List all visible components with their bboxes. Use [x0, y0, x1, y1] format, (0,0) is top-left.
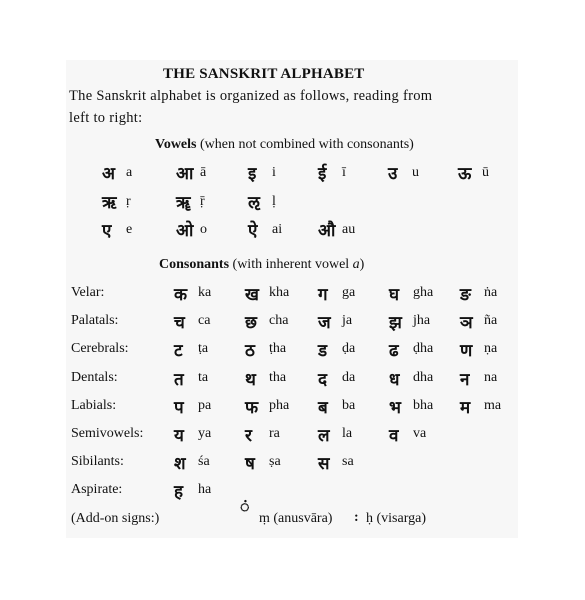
consonant-devanagari: ङ [460, 285, 471, 305]
consonant-transliteration: bha [413, 398, 434, 413]
consonant-transliteration: ḍha [413, 341, 434, 356]
vowel-devanagari: ऐ [248, 221, 258, 241]
consonant-devanagari: ल [318, 426, 330, 446]
vowel-transliteration: ai [272, 222, 283, 237]
consonant-transliteration: ga [342, 285, 356, 300]
consonant-transliteration: ṣa [269, 454, 281, 469]
vowel-devanagari: आ [176, 164, 194, 184]
vowel-transliteration: u [412, 165, 419, 180]
consonants-heading [159, 257, 364, 273]
anusvara-text: ṃ (anusvāra) [259, 511, 333, 526]
vowel-devanagari: ऌ [248, 193, 260, 213]
consonant-row-label: Sibilants: [71, 454, 124, 469]
consonant-devanagari: य [174, 426, 184, 446]
consonant-transliteration: va [413, 426, 427, 441]
vowel-transliteration: ū [482, 165, 489, 180]
consonant-devanagari: घ [389, 285, 400, 305]
consonant-transliteration: ña [484, 313, 498, 328]
consonant-devanagari: ब [318, 398, 328, 418]
consonant-transliteration: ḍa [342, 341, 356, 356]
consonant-devanagari: प [174, 398, 184, 418]
consonant-transliteration: gha [413, 285, 434, 300]
consonant-row-label: Labials: [71, 398, 117, 413]
consonant-devanagari: फ [245, 398, 259, 418]
consonant-transliteration: ja [342, 313, 353, 328]
consonant-transliteration: ba [342, 398, 356, 413]
consonant-transliteration: ka [198, 285, 212, 300]
consonant-transliteration: ha [198, 482, 212, 497]
consonant-devanagari: न [460, 370, 470, 390]
consonant-transliteration: kha [269, 285, 290, 300]
consonant-transliteration: ra [269, 426, 280, 441]
consonant-devanagari: भ [389, 398, 401, 418]
consonant-transliteration: ta [198, 370, 209, 385]
consonant-row-label: Dentals: [71, 370, 118, 385]
consonant-devanagari: ह [174, 482, 184, 502]
consonant-devanagari: थ [245, 370, 256, 390]
page-title: THE SANSKRIT ALPHABET [163, 66, 365, 82]
consonant-transliteration: ma [484, 398, 502, 413]
vowel-transliteration: ḷ [272, 194, 276, 209]
vowel-devanagari: ई [318, 164, 327, 184]
consonant-devanagari: ख [245, 285, 259, 305]
consonant-transliteration: sa [342, 454, 354, 469]
alphabet-sheet [66, 60, 518, 538]
vowel-devanagari: उ [388, 164, 398, 184]
visarga-text: ḥ (visarga) [366, 511, 426, 526]
vowel-transliteration: o [200, 222, 207, 237]
consonant-transliteration: tha [269, 370, 287, 385]
consonant-transliteration: dha [413, 370, 434, 385]
vowels-heading [155, 137, 414, 153]
consonant-devanagari: झ [389, 313, 402, 333]
vowel-devanagari: ए [102, 221, 112, 241]
consonant-transliteration: cha [269, 313, 289, 328]
consonant-row-label: Semivowels: [71, 426, 144, 441]
consonant-devanagari: ठ [245, 341, 255, 361]
consonant-transliteration: da [342, 370, 356, 385]
vowel-devanagari: ॠ [176, 193, 191, 213]
vowel-devanagari: औ [318, 221, 336, 241]
consonant-devanagari: छ [245, 313, 257, 333]
vowel-transliteration: i [272, 165, 276, 180]
consonant-transliteration: ṇa [484, 341, 498, 356]
consonant-devanagari: व [389, 426, 399, 446]
consonant-row-label: Palatals: [71, 313, 119, 328]
consonant-transliteration: pha [269, 398, 290, 413]
consonants-heading-close: ) [359, 257, 365, 272]
vowel-devanagari: ऊ [458, 164, 472, 184]
consonant-devanagari: द [318, 370, 328, 390]
consonant-devanagari: क [174, 285, 188, 305]
vowel-transliteration: ī [342, 165, 346, 180]
intro-line-1: The Sanskrit alphabet is organized as follows, reading from [69, 88, 433, 104]
vowel-transliteration: e [126, 222, 133, 237]
consonants-heading-vowel: a [352, 257, 360, 272]
consonant-devanagari: च [174, 313, 185, 333]
vowel-transliteration: ṝ [200, 194, 205, 209]
consonant-devanagari: ण [460, 341, 473, 361]
vowel-transliteration: ā [200, 165, 207, 180]
visarga-symbol: : [354, 510, 359, 525]
consonant-devanagari: र [245, 426, 252, 446]
consonant-devanagari: श [174, 454, 186, 474]
vowel-transliteration: au [342, 222, 356, 237]
consonant-devanagari: त [174, 370, 184, 390]
consonant-devanagari: ढ [389, 341, 399, 361]
vowels-heading-bold: Vowels [155, 137, 197, 152]
consonant-devanagari: म [460, 398, 471, 418]
consonant-devanagari: ष [245, 454, 255, 474]
consonant-transliteration: ca [198, 313, 211, 328]
consonant-devanagari: ड [318, 341, 328, 361]
vowels-heading-rest: (when not combined with consonants) [200, 137, 414, 152]
intro-line-2: left to right: [69, 110, 143, 126]
vowel-devanagari: अ [102, 164, 115, 184]
consonant-row-label: Cerebrals: [71, 341, 129, 356]
vowel-transliteration: a [126, 165, 133, 180]
vowel-devanagari: इ [248, 164, 257, 184]
consonant-devanagari: ञ [460, 313, 473, 333]
consonant-devanagari: ज [318, 313, 331, 333]
consonants-heading-rest: (with inherent vowel [232, 257, 350, 272]
consonant-devanagari: ट [174, 341, 183, 361]
consonant-transliteration: pa [198, 398, 212, 413]
vowel-devanagari: ऋ [102, 193, 117, 213]
consonant-devanagari: ध [389, 370, 400, 390]
vowel-transliteration: ṛ [126, 194, 131, 209]
consonant-devanagari: ग [318, 285, 328, 305]
consonant-transliteration: jha [413, 313, 431, 328]
consonant-transliteration: na [484, 370, 498, 385]
consonant-transliteration: ya [198, 426, 212, 441]
anusvara-symbol: ं [240, 497, 250, 516]
consonants-heading-bold: Consonants [159, 257, 230, 272]
addon-label: (Add-on signs:) [71, 511, 160, 526]
consonant-transliteration: la [342, 426, 353, 441]
consonant-devanagari: स [318, 454, 330, 474]
consonant-transliteration: śa [198, 454, 210, 469]
consonant-row-label: Velar: [71, 285, 105, 300]
vowel-devanagari: ओ [176, 221, 194, 241]
consonant-transliteration: ṭa [198, 341, 209, 356]
consonant-row-label: Aspirate: [71, 482, 123, 497]
consonant-transliteration: ṅa [484, 285, 498, 300]
consonant-transliteration: ṭha [269, 341, 287, 356]
